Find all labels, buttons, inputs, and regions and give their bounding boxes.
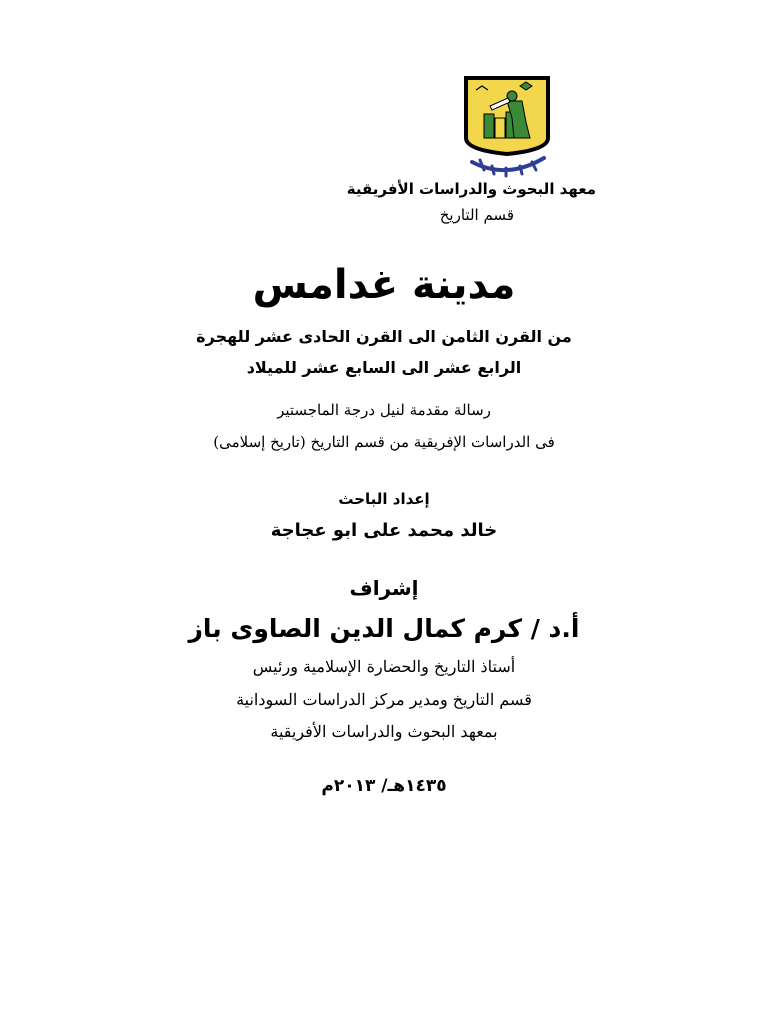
prepared-by-label: إعداد الباحث — [338, 490, 430, 508]
author-name: خالد محمد على ابو عجاجة — [270, 520, 498, 541]
subtitle-gregorian-period: الرابع عشر الى السابع عشر للميلاد — [246, 358, 522, 377]
thesis-title: مدينة غدامس — [252, 262, 516, 308]
supervisor-role-line-1: أستاذ التاريخ والحضارة الإسلامية ورئيس — [252, 657, 516, 676]
supervisor-name: أ.د / كرم كمال الدين الصاوى باز — [188, 614, 580, 643]
submission-date: ١٤٣٥هـ/ ٢٠١٣م — [321, 776, 447, 796]
supervisor-role-line-3: بمعهد البحوث والدراسات الأفريقية — [270, 722, 498, 741]
degree-statement: رسالة مقدمة لنيل درجة الماجستير — [277, 401, 491, 419]
supervisor-role-line-2: قسم التاريخ ومدير مركز الدراسات السودانية — [236, 690, 532, 709]
cairo-university-seal-icon — [462, 76, 552, 178]
institute-name: معهد البحوث والدراسات الأفريقية — [346, 180, 596, 198]
supervision-label: إشراف — [349, 576, 419, 600]
department-name: قسم التاريخ — [439, 206, 514, 224]
field-statement: فى الدراسات الإفريقية من قسم التاريخ (تاريخ إسلامى) — [213, 433, 555, 451]
subtitle-hijri-period: من القرن الثامن الى القرن الحادى عشر للهجرة — [196, 327, 572, 346]
